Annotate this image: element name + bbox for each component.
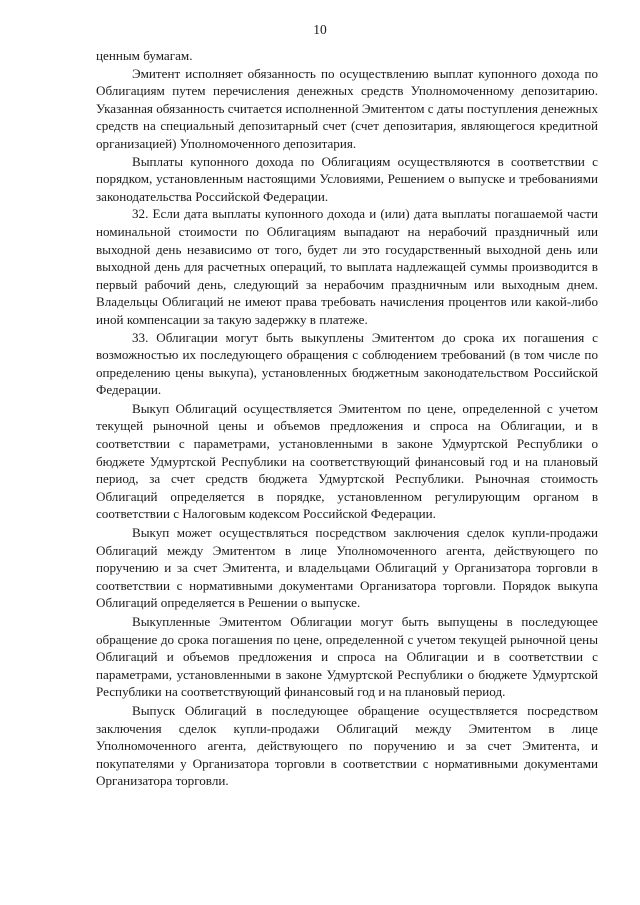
paragraph-reissue-procedure: Выпуск Облигаций в последующее обращение осуществляется посредством заключения сделок купли-продажи Облигаций между Эмитентом в лице Уполномоченного агента, действующего по поручению и за счет Эмитента, и покупателями у Организатора торговли в соответствии с нормативными документами Организатора торговли. xyxy=(96,702,598,789)
paragraph-buyback-procedure: Выкуп может осуществляться посредством заключения сделок купли-продажи Облигаций между Эмитентом в лице Уполномоченного агента, действующего по поручению и за счет Эмитента, и владельцами Облигаций у Организатора торговли в соответствии с нормативными документами Организатора торговли. Порядок выкупа Облигаций определяется в Решении о выпуске. xyxy=(96,525,598,611)
paragraph-clause-33: 33. Облигации могут быть выкуплены Эмитентом до срока их погашения с возможностью их последующего обращения с соблюдением требований (в том числе по определению цены выкупа), установленных бюджетным законодательством Российской Федерации. xyxy=(96,329,598,398)
paragraph-reissue: Выкупленные Эмитентом Облигации могут быть выпущены в последующее обращение до срока погашения по цене, определенной с учетом текущей рыночной цены Облигаций и объемов предложения и спроса на Облигации и в соответствии с параметрами, установленными в законе Удмуртской Республики о бюджете Удмуртской Республики на соответствующий финансовый год и на плановый период. xyxy=(96,614,598,700)
paragraph-continuation: ценным бумагам. xyxy=(96,48,193,63)
paragraph-coupon-payments: Выплаты купонного дохода по Облигациям осуществляются в соответствии с порядком, установленным настоящими Условиями, Решением о выпуске и требованиями законодательства Российской Федерации. xyxy=(96,153,598,204)
page-number: 10 xyxy=(313,22,327,37)
document-body xyxy=(96,47,598,790)
paragraph-coupon-obligation: Эмитент исполняет обязанность по осуществлению выплат купонного дохода по Облигациям путем перечисления денежных средств Уполномоченному депозитарию. Указанная обязанность считается исполненной Эмитентом с даты поступления денежных средств на специальный депозитарный счет (счет депозитария, являющегося кредитной организацией) Уполномоченного депозитария. xyxy=(96,65,598,151)
paragraph-clause-32: 32. Если дата выплаты купонного дохода и (или) дата выплаты погашаемой части номинальной стоимости по Облигациям выпадают на нерабочий праздничный или выходной день независимо от того, будет ли это государственный выходной день или выходной день для расчетных операций, то выплата надлежащей суммы производится в первый рабочий день, следующий за нерабочим праздничным или выходным днем. Владельцы Облигаций не имеют права требовать начисления процентов или какой-либо иной компенсации за такую задержку в платеже. xyxy=(96,206,598,327)
paragraph-buyback-price: Выкуп Облигаций осуществляется Эмитентом по цене, определенной с учетом текущей рыночной цены и объемов предложения и спроса на Облигации, и в соответствии с параметрами, установленными в законе Удмуртской Республики о бюджете Удмуртской Республики на соответствующий финансовый год и на плановый период, за счет средств бюджета Удмуртской Республики. Рыночная стоимость Облигаций определяется в порядке, установленном регулирующим органом в соответствии с Налоговым кодексом Российской Федерации. xyxy=(96,400,598,522)
